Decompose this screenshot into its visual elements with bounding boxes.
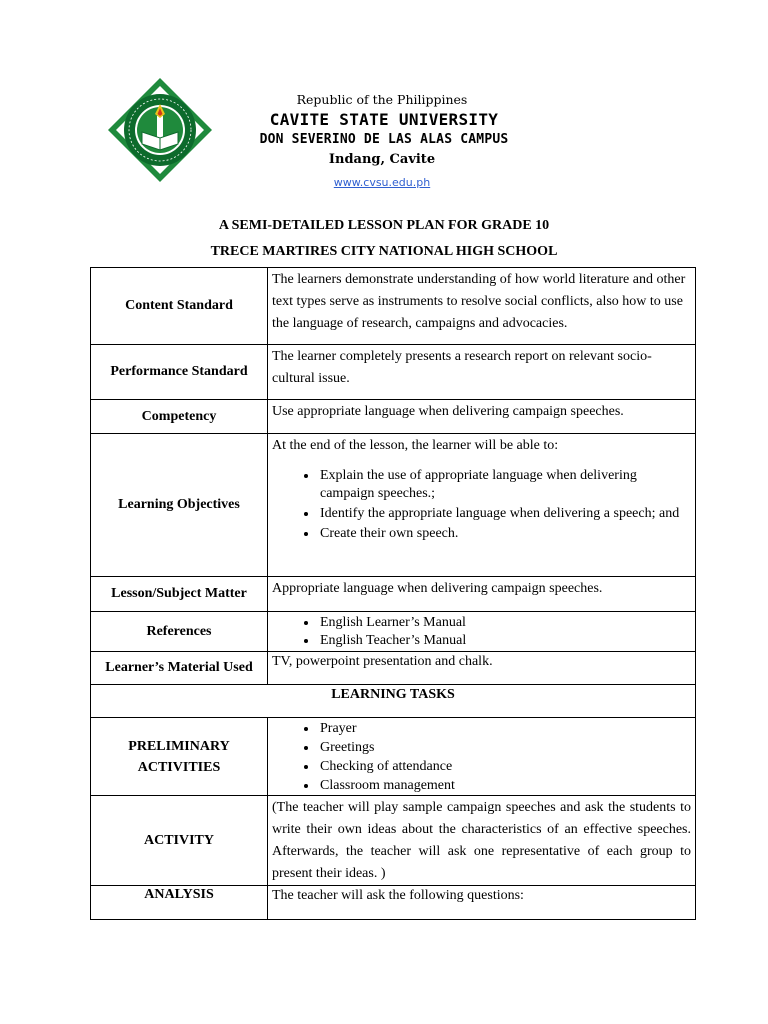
learning-objectives-label: Learning Objectives [91, 434, 268, 577]
references-value [268, 612, 696, 652]
table-row [91, 886, 696, 920]
lesson-plan-table [90, 267, 696, 920]
list-item: • Prayer [318, 719, 691, 738]
university-url[interactable]: www.cvsu.edu.ph [333, 176, 431, 189]
table-row [91, 685, 696, 718]
table-row [91, 400, 696, 434]
materials-label: Learner’s Material Used [91, 652, 268, 685]
learning-objectives-value [268, 434, 696, 577]
preliminary-activities-value [268, 718, 696, 796]
list-item: • Classroom management [318, 776, 691, 795]
table-row [91, 577, 696, 612]
list-item: • Explain the use of appropriate language when delivering campaign speeches.; [318, 467, 691, 503]
subject-matter-value: Appropriate language when delivering campaign speeches. [268, 577, 696, 612]
objectives-list [272, 467, 691, 543]
activity-value: (The teacher will play sample campaign speeches and ask the students to write their own ideas about the characteristics of an effective speeches. Afterwards, the teacher will ask one representative of each group to present their ideas. ) [268, 796, 696, 886]
university-name: CAVITE STATE UNIVERSITY [269, 110, 499, 129]
references-list [272, 614, 691, 650]
preliminary-label-line1: PRELIMINARY [128, 738, 230, 754]
table-row [91, 612, 696, 652]
university-link[interactable] [0, 176, 766, 189]
preliminary-label-line2: ACTIVITIES [137, 759, 221, 775]
performance-standard-label: Performance Standard [91, 345, 268, 400]
list-item: • Checking of attendance [318, 757, 691, 776]
table-row [91, 718, 696, 796]
preliminary-activities-label [91, 718, 268, 796]
content-standard-label: Content Standard [91, 268, 268, 345]
table-row [91, 434, 696, 577]
subject-matter-label: Lesson/Subject Matter [91, 577, 268, 612]
lesson-plan-title: A SEMI-DETAILED LESSON PLAN FOR GRADE 10 [218, 218, 550, 233]
competency-value: Use appropriate language when delivering campaign speeches. [268, 400, 696, 434]
table-row [91, 345, 696, 400]
campus-name: DON SEVERINO DE LAS ALAS CAMPUS [259, 132, 509, 147]
list-item: • Create their own speech. [318, 525, 691, 543]
list-item: • English Learner’s Manual [318, 614, 691, 632]
learning-tasks-heading: LEARNING TASKS [91, 685, 696, 718]
objectives-intro: At the end of the lesson, the learner will be able to: [272, 438, 559, 453]
school-name: TRECE MARTIRES CITY NATIONAL HIGH SCHOOL [210, 244, 558, 259]
materials-value: TV, powerpoint presentation and chalk. [268, 652, 696, 685]
analysis-label: ANALYSIS [91, 886, 268, 920]
table-row [91, 652, 696, 685]
republic-line: Republic of the Philippines [296, 92, 468, 107]
analysis-value: The teacher will ask the following questions: [268, 886, 696, 920]
references-label: References [91, 612, 268, 652]
list-item: • English Teacher’s Manual [318, 632, 691, 650]
list-item: • Identify the appropriate language when delivering a speech; and [318, 505, 691, 523]
town-name: Indang, Cavite [328, 152, 436, 167]
content-standard-value: The learners demonstrate understanding of how world literature and other text types serve as instruments to resolve social conflicts, also how to use the language of research, campaigns and advocacies. [268, 268, 696, 345]
table-row [91, 268, 696, 345]
list-item: • Greetings [318, 738, 691, 757]
performance-standard-value: The learner completely presents a research report on relevant socio-cultural issue. [268, 345, 696, 400]
competency-label: Competency [91, 400, 268, 434]
preliminary-list [272, 719, 691, 795]
table-row [91, 796, 696, 886]
activity-label: ACTIVITY [91, 796, 268, 886]
